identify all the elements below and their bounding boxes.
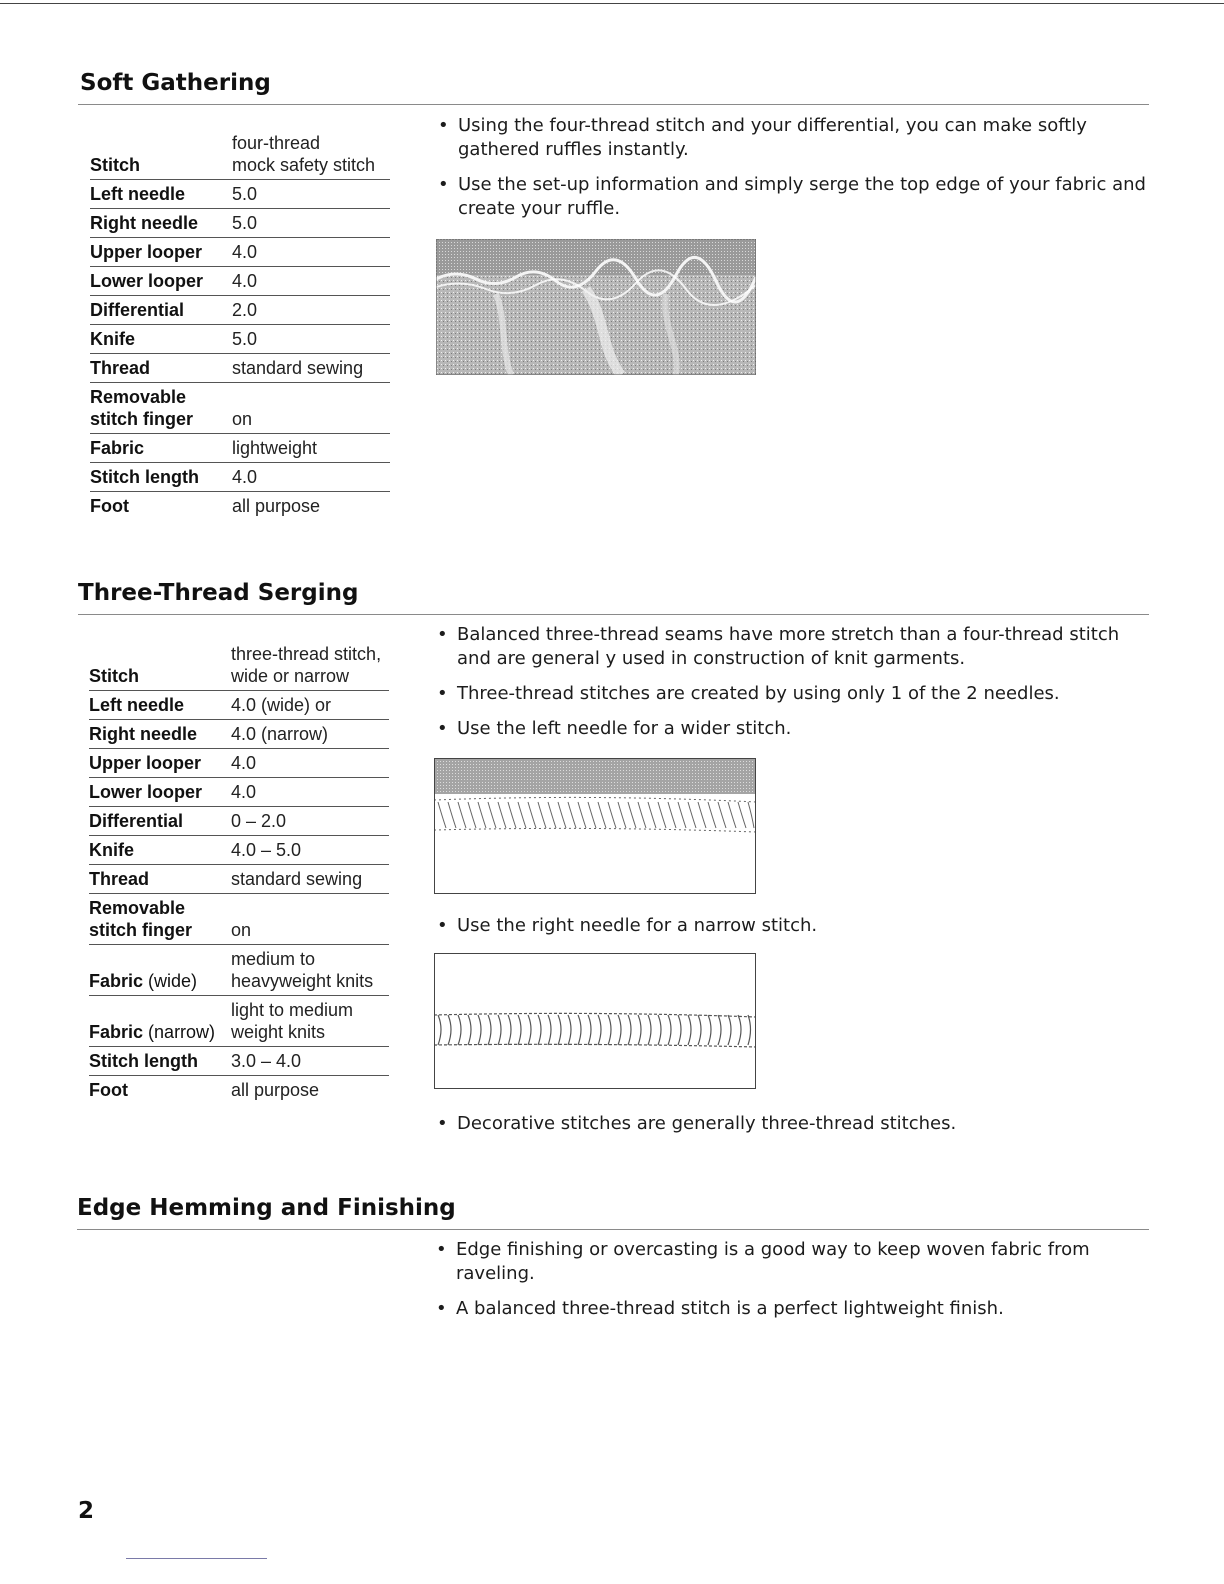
bullet-dot: • [437,1113,448,1134]
bullet-item [435,914,1149,938]
section-rule [77,1229,1149,1230]
top-border-rule [0,3,1224,4]
settings-row [89,778,389,807]
setting-label: Knife [89,836,231,865]
bullet-dot: • [438,174,449,195]
bullet-item [436,173,1148,221]
setting-value: 4.0 [232,238,390,267]
narrow-stitch-photo [434,953,756,1089]
setting-value: all purpose [231,1080,320,1100]
bullet-dot: • [437,915,448,936]
setting-label: Removable stitch finger [89,894,231,945]
bullet-text: Use the right needle for a narrow stitch. [457,915,818,936]
settings-row [90,325,390,354]
setting-label: Foot [90,496,129,516]
setting-label: Knife [90,325,232,354]
bullet-text: Use the left needle for a wider stitch. [457,718,792,739]
setting-value: 3.0 – 4.0 [231,1047,389,1076]
settings-row [90,383,390,434]
ruffle-fabric-illustration [436,239,756,375]
setting-label: Lower looper [89,778,231,807]
bullet-item [435,717,1149,741]
bullet-dot: • [437,683,448,704]
setting-label: Left needle [90,180,232,209]
setting-value: standard sewing [231,865,389,894]
settings-row [90,267,390,296]
section-rule [78,104,1149,105]
setting-value: 4.0 (narrow) [231,720,389,749]
bullet-item [434,1297,1094,1321]
setting-label: Thread [89,865,231,894]
settings-row [90,129,390,180]
setting-label: Stitch [90,129,232,180]
bullet-list-edge-hemming [434,1238,1094,1332]
settings-table-three-thread [89,640,389,1104]
setting-value: standard sewing [232,354,390,383]
bullet-text: Three-thread stitches are created by using only 1 of the 2 needles. [457,683,1060,704]
setting-value: 5.0 [232,209,390,238]
setting-label-note: (wide) [148,971,198,991]
settings-row [89,749,389,778]
setting-label [89,945,231,996]
bullet-item [435,1112,1149,1136]
setting-value: 4.0 [231,778,389,807]
setting-value: on [232,383,390,434]
setting-value: medium to heavyweight knits [231,945,389,996]
setting-label: Thread [90,354,232,383]
setting-label: Removable stitch finger [90,383,232,434]
setting-label: Right needle [89,720,231,749]
bullet-dot: • [436,1298,447,1319]
setting-value: 4.0 [232,267,390,296]
bullet-item [435,682,1149,706]
bullet-list-narrow-stitch [435,914,1149,949]
setting-value: 4.0 (wide) or [231,691,389,720]
bullet-dot: • [437,718,448,739]
setting-label: Fabric [90,434,232,463]
settings-row [90,209,390,238]
settings-row [89,1047,389,1076]
bullet-item [435,623,1149,671]
wide-stitch-illustration [434,758,756,894]
settings-row [89,640,389,691]
bullet-text: Decorative stitches are generally three-thread stitches. [457,1113,957,1134]
bullet-list-three-thread [435,623,1149,752]
setting-label: Foot [89,1080,128,1100]
settings-row [90,463,390,492]
setting-value: on [231,894,389,945]
settings-row [90,434,390,463]
bullet-list-decorative [435,1112,1149,1147]
setting-value: three-thread stitch, wide or narrow [231,640,389,691]
bullet-text: Edge finishing or overcasting is a good way to keep woven fabric from raveling. [456,1239,1090,1284]
setting-value: 4.0 [231,749,389,778]
setting-label-text: Fabric [89,1022,144,1042]
setting-value: four-thread mock safety stitch [232,129,390,180]
footer-rule [126,1558,267,1559]
bullet-dot: • [437,624,448,645]
setting-label: Stitch length [89,1047,231,1076]
bullet-item [436,114,1148,162]
bullet-list-soft-gathering [436,114,1148,232]
section-rule [78,614,1149,615]
setting-label: Differential [90,296,232,325]
settings-row [89,996,389,1047]
section-title-edge-hemming: Edge Hemming and Finishing [77,1195,456,1221]
page-number: 2 [78,1498,95,1524]
bullet-text: Using the four-thread stitch and your differential, you can make softly gathered ruffles instantly. [458,115,1087,160]
setting-label-text: Fabric [89,971,144,991]
setting-value: 0 – 2.0 [231,807,389,836]
setting-label: Differential [89,807,231,836]
setting-label: Left needle [89,691,231,720]
settings-row [89,691,389,720]
setting-value: 4.0 – 5.0 [231,836,389,865]
settings-row [89,945,389,996]
bullet-text: Use the set-up information and simply serge the top edge of your fabric and create your ruffle. [458,174,1146,219]
setting-value: 5.0 [232,180,390,209]
setting-value: 2.0 [232,296,390,325]
section-title-soft-gathering: Soft Gathering [80,70,271,96]
setting-value: 5.0 [232,325,390,354]
setting-label: Upper looper [90,238,232,267]
setting-value: lightweight [232,434,390,463]
settings-row [89,894,389,945]
bullet-dot: • [438,115,449,136]
settings-row [89,1076,389,1105]
setting-label-note: (narrow) [148,1022,216,1042]
settings-row [90,492,390,521]
wide-stitch-photo [434,758,756,894]
settings-row [89,865,389,894]
setting-label: Right needle [90,209,232,238]
ruffle-fabric-photo [436,239,756,375]
bullet-item [434,1238,1094,1286]
section-title-three-thread-serging: Three-Thread Serging [78,580,359,606]
settings-row [90,238,390,267]
setting-label: Lower looper [90,267,232,296]
setting-value: light to medium weight knits [231,996,389,1047]
settings-row [89,807,389,836]
setting-value: all purpose [232,496,321,516]
bullet-dot: • [436,1239,447,1260]
setting-label: Stitch [89,640,231,691]
setting-label: Upper looper [89,749,231,778]
settings-row [89,720,389,749]
setting-label [89,996,231,1047]
setting-value: 4.0 [232,463,390,492]
settings-row [90,296,390,325]
bullet-text: A balanced three-thread stitch is a perfect lightweight finish. [456,1298,1004,1319]
bullet-text: Balanced three-thread seams have more stretch than a four-thread stitch and are general y used in construction of knit garments. [457,624,1120,669]
setting-label: Stitch length [90,463,232,492]
settings-table-soft-gathering [90,129,390,520]
narrow-stitch-illustration [434,953,756,1089]
settings-row [89,836,389,865]
settings-row [90,354,390,383]
settings-row [90,180,390,209]
